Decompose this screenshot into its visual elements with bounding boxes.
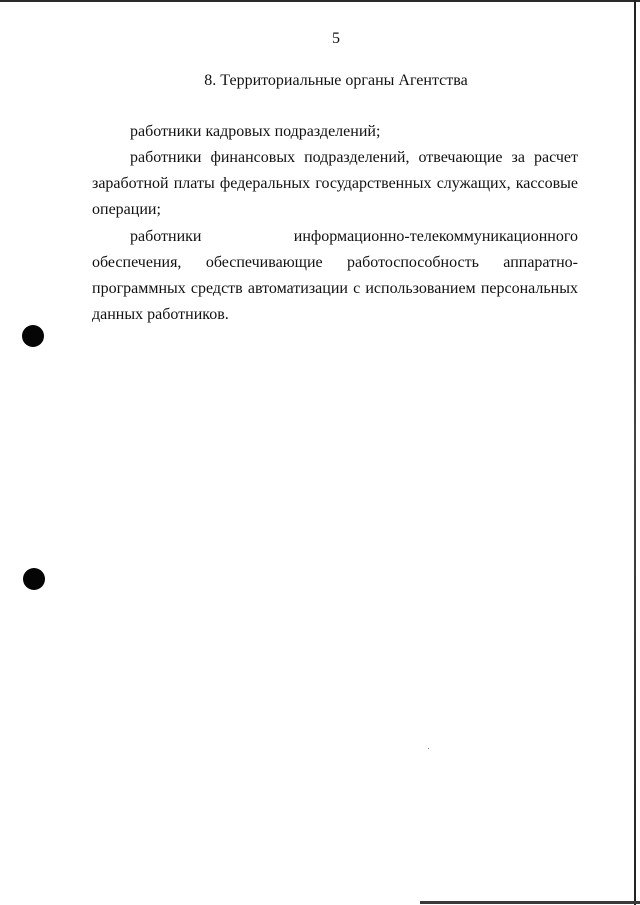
- section-title: 8. Территориальные органы Агентства: [204, 72, 468, 89]
- scan-edge-right: [634, 0, 636, 905]
- paragraph-it-staff: [92, 224, 578, 328]
- scan-edge-bottom: [420, 901, 640, 904]
- paragraph-text: работники информационно-телекоммуникационного обеспечения, обеспечивающие работоспособность аппаратно-программных средств автоматизации с использованием персональных данных работников.: [92, 228, 578, 323]
- scan-speck: [428, 748, 429, 749]
- paragraph-text: работники кадровых подразделений;: [130, 123, 381, 140]
- paragraph-hr-staff: [92, 119, 578, 145]
- punch-hole-lower: [23, 568, 45, 590]
- scan-edge-top: [0, 0, 640, 2]
- page-number: 5: [332, 30, 340, 47]
- paragraph-text: работники финансовых подразделений, отвечающие за расчет заработной платы федеральных государственных служащих, кассовые операции;: [92, 149, 578, 218]
- punch-hole-upper: [22, 325, 44, 347]
- paragraph-finance-staff: [92, 145, 578, 223]
